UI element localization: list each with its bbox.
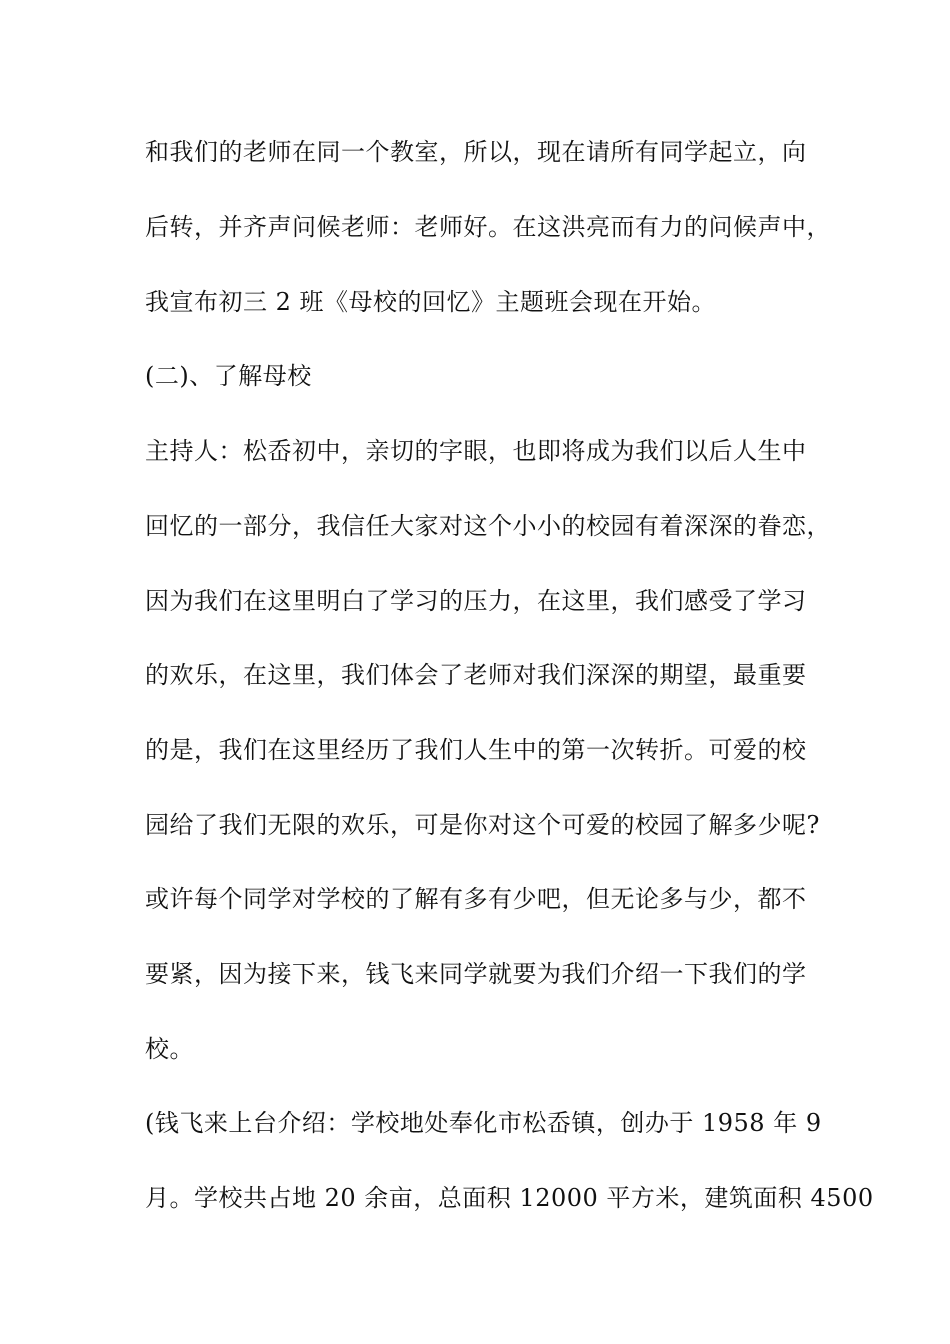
text-line: 的是，我们在这里经历了我们人生中的第一次转折。可爱的校 xyxy=(145,736,807,764)
text-line: 因为我们在这里明白了学习的压力，在这里，我们感受了学习 xyxy=(145,587,807,615)
text-line: 的欢乐，在这里，我们体会了老师对我们深深的期望，最重要 xyxy=(145,661,807,689)
text-line: 园给了我们无限的欢乐，可是你对这个可爱的校园了解多少呢? xyxy=(145,811,820,839)
text-line: 我宣布初三 2 班《母校的回忆》主题班会现在开始。 xyxy=(145,288,717,316)
text-line: 要紧，因为接下来，钱飞来同学就要为我们介绍一下我们的学 xyxy=(145,960,807,988)
text-line: 校。 xyxy=(145,1035,194,1063)
text-line: 主持人：松岙初中，亲切的字眼，也即将成为我们以后人生中 xyxy=(145,437,807,465)
text-line: 或许每个同学对学校的了解有多有少吧，但无论多与少，都不 xyxy=(145,885,807,913)
text-line: 回忆的一部分，我信任大家对这个小小的校园有着深深的眷恋， xyxy=(145,512,831,540)
text-line: (钱飞来上台介绍：学校地处奉化市松岙镇，创办于 1958 年 9 xyxy=(145,1109,822,1137)
section-heading: (二)、了解母校 xyxy=(145,362,312,390)
text-line: 和我们的老师在同一个教室，所以，现在请所有同学起立，向 xyxy=(145,138,807,166)
text-line: 月。学校共占地 20 余亩，总面积 12000 平方米，建筑面积 4500 xyxy=(145,1184,874,1212)
text-line: 后转，并齐声问候老师：老师好。在这洪亮而有力的问候声中， xyxy=(145,213,831,241)
